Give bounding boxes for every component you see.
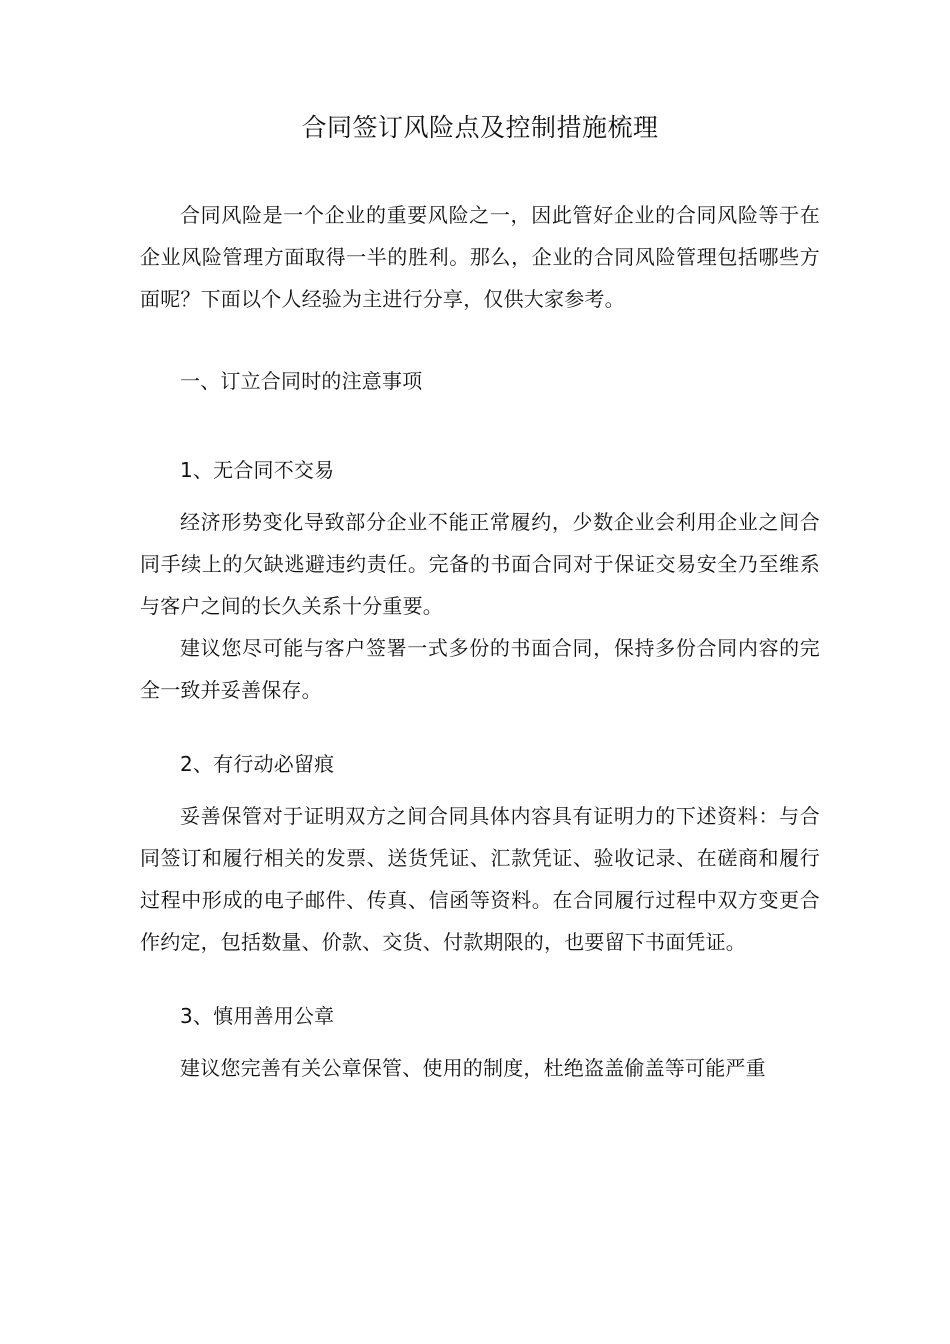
subsection-heading-2: 2、有行动必留痕 — [180, 752, 335, 776]
spacing — [140, 963, 820, 995]
subsection-1-paragraph-2: 建议您尽可能与客户签署一式多份的书面合同，保持多份合同内容的完全一致并妥善保存。 — [140, 636, 820, 702]
subsection-3-paragraph-1: 建议您完善有关公章保管、使用的制度，杜绝盗盖偷盖等可能严重 — [180, 1056, 766, 1080]
subsection-1-paragraph-1: 经济形势变化导致部分企业不能正常履约，少数企业会利用企业之间合同手续上的欠缺逃避违约责任。完备的书面合同对于保证交易安全乃至维系与客户之间的长久关系十分重要。 — [140, 510, 820, 618]
section-heading: 一、订立合同时的注意事项 — [180, 369, 423, 393]
subsection-2-paragraph-1: 妥善保管对于证明双方之间合同具体内容具有证明力的下述资料：与合同签订和履行相关的发票、送货凭证、汇款凭证、验收记录、在磋商和履行过程中形成的电子邮件、传真、信函等资料。在合同履行过程中双方变更合作约定，包括数量、价款、交货、付款期限的，也要留下书面凭证。 — [140, 804, 820, 954]
spacing — [140, 402, 820, 449]
spacing — [140, 1037, 820, 1047]
spacing — [140, 491, 820, 501]
document-title: 合同签订风险点及控制措施梳理 — [301, 113, 659, 142]
intro-paragraph: 合同风险是一个企业的重要风险之一，因此管好企业的合同风险等于在企业风险管理方面取得一半的胜利。那么，企业的合同风险管理包括哪些方面呢？下面以个人经验为主进行分享，仅供大家参考。 — [140, 203, 820, 311]
spacing — [140, 320, 820, 360]
spacing — [140, 711, 820, 743]
spacing — [140, 152, 820, 194]
document-content — [140, 104, 820, 1089]
subsection-heading-3: 3、慎用善用公章 — [180, 1004, 335, 1028]
subsection-heading-1: 1、无合同不交易 — [180, 458, 335, 482]
spacing — [140, 785, 820, 795]
